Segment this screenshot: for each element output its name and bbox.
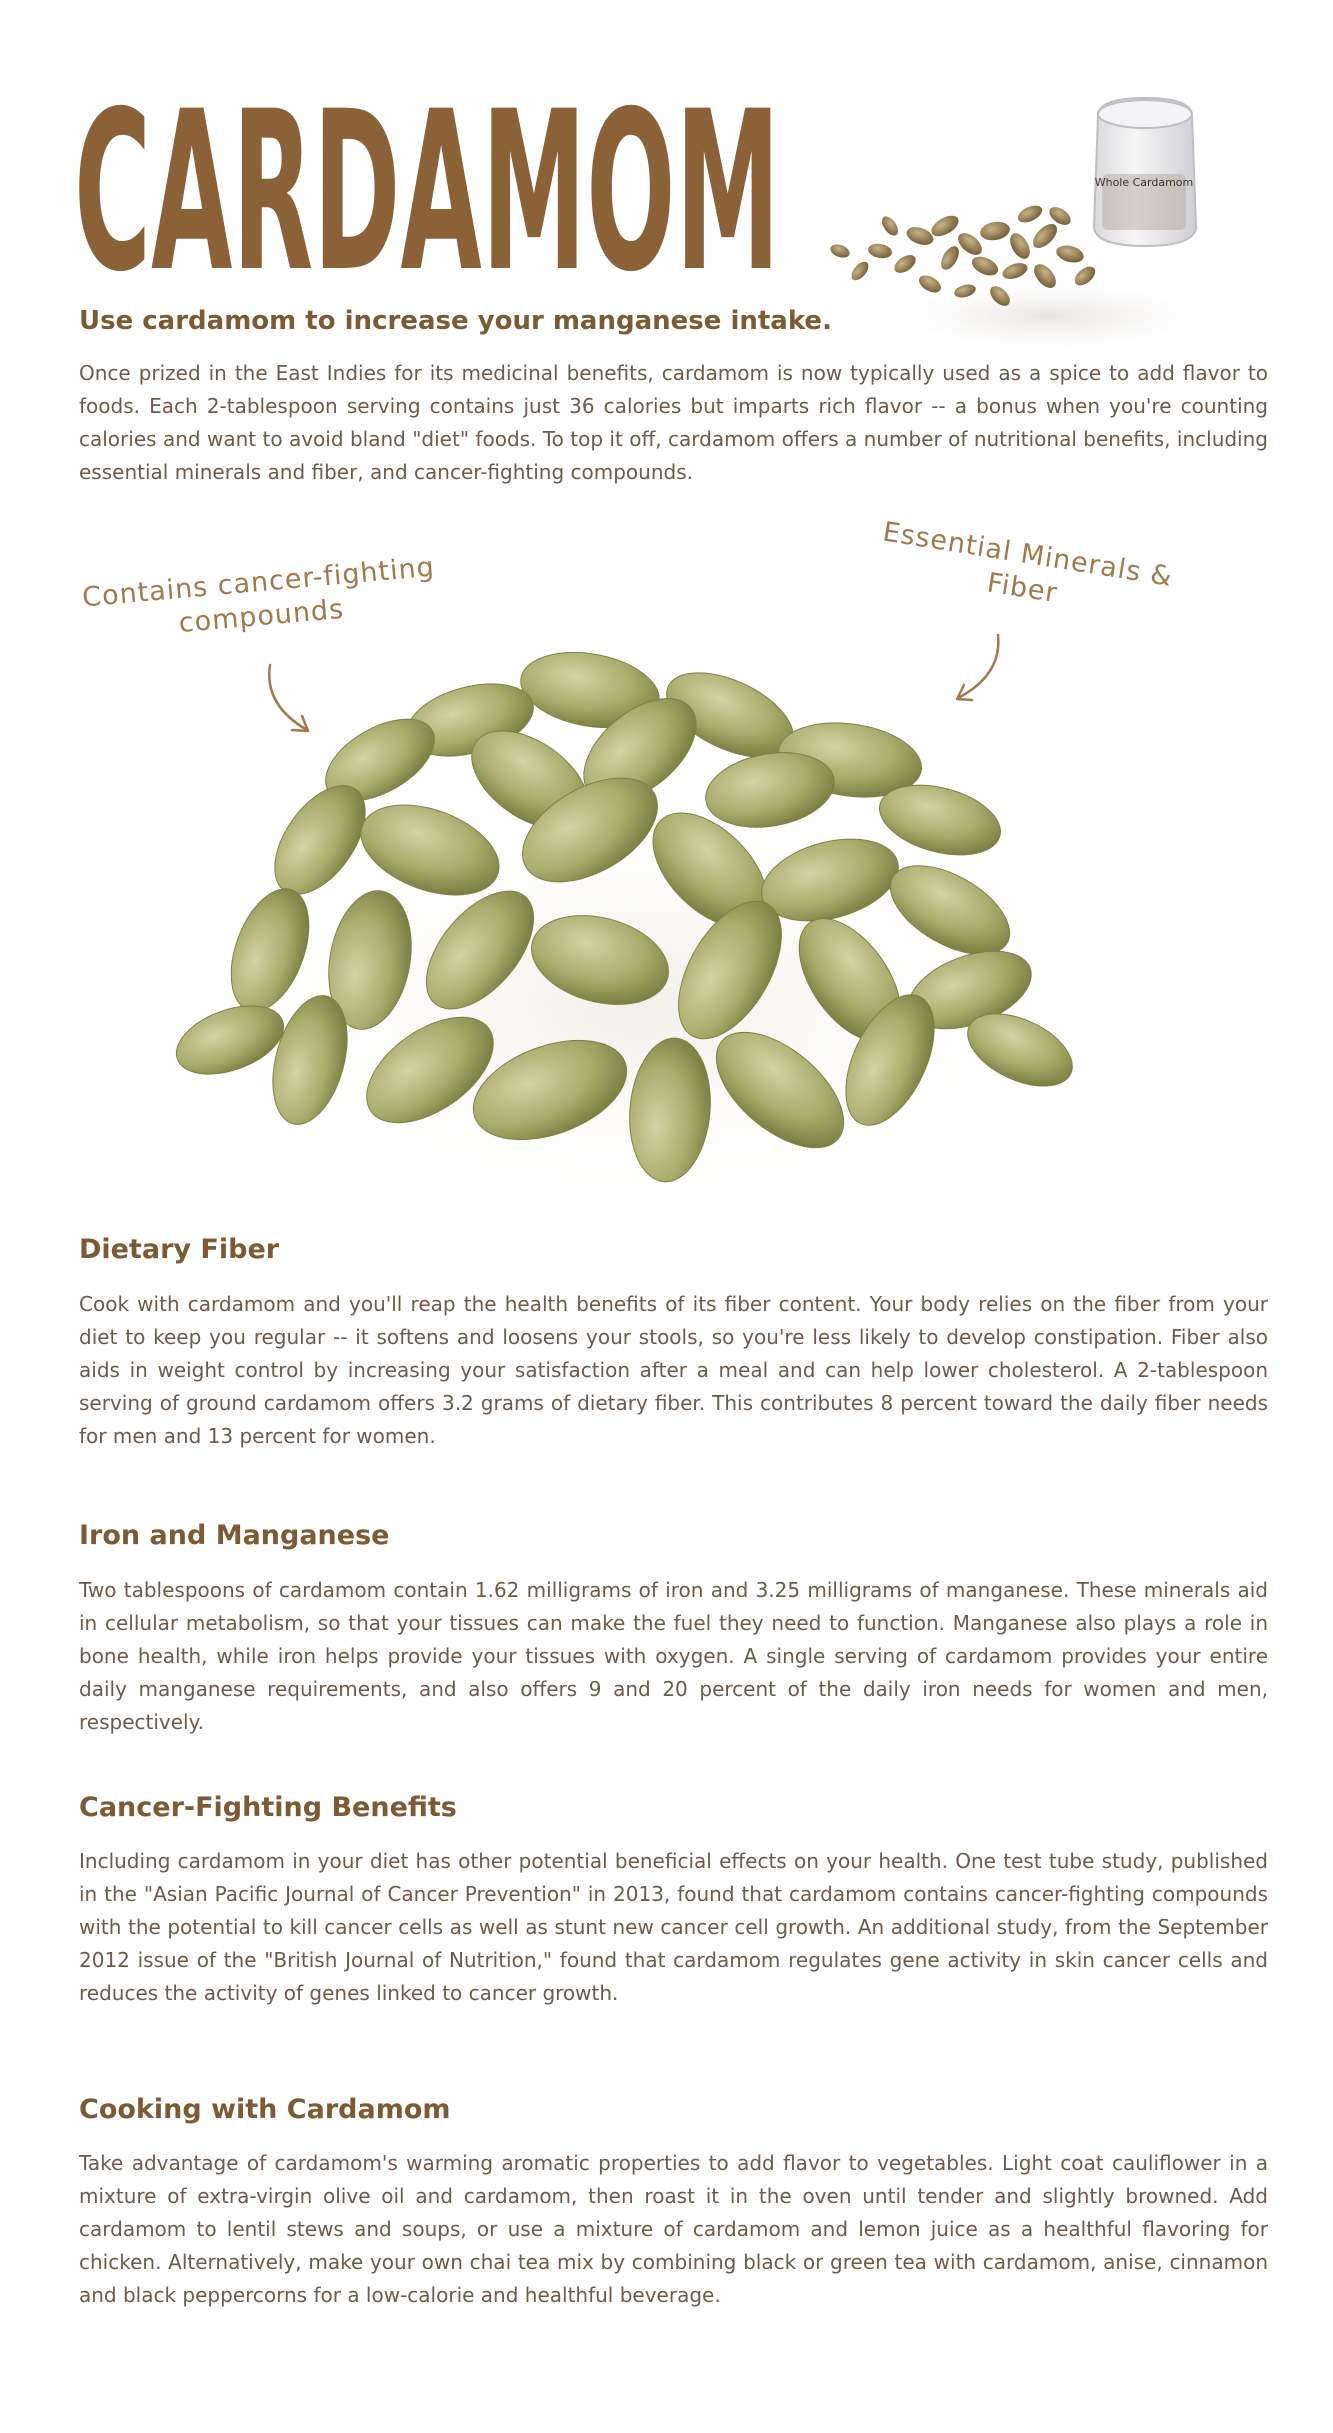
page-title [74,92,794,292]
cardamom-pods-photo [170,630,1160,1250]
page-title-text: CARDAMOM [74,92,780,292]
spice-jar [1094,98,1196,246]
heading-dietary-fiber: Dietary Fiber [79,1234,280,1265]
heading-cooking: Cooking with Cardamom [79,2094,451,2125]
paragraph-dietary-fiber: Cook with cardamom and you'll reap the health benefits of its fiber content. Your body relies on the fiber from your diet to keep you regular -- it softens and loosens your stools, so you're less likely to develop constipation. Fiber also aids in weight control by increasing your satisfaction after a meal and can help lower cholesterol. A 2-tablespoon serving of ground cardamom offers 3.2 grams of dietary fiber. This contributes 8 percent toward the daily fiber needs for men and 13 percent for women. [79,1292,1268,1448]
intro-paragraph: Once prized in the East Indies for its medicinal benefits, cardamom is now typically used as a spice to add flavor to foods. Each 2-tablespoon serving contains just 36 calories but imparts rich flavor -- a bonus when you're counting calories and want to avoid bland "diet" foods. To top it off, cardamom offers a number of nutritional benefits, including essential minerals and fiber, and cancer-fighting compounds. [79,361,1268,484]
callout-minerals-fiber: Essential Minerals & Fiber [880,516,1175,610]
callout-cancer-fighting: Contains cancer-fighting compounds [81,551,436,640]
heading-iron-manganese: Iron and Manganese [79,1520,390,1551]
paragraph-cancer-fighting: Including cardamom in your diet has other potential beneficial effects on your health. One test tube study, published in the "Asian Pacific Journal of Cancer Prevention" in 2013, found that cardamom contains cancer-fighting compounds with the potential to kill cancer cells as well as stunt new cancer cell growth. An additional study, from the September 2012 issue of the "British Journal of Nutrition," found that cardamom regulates gene activity in skin cancer cells and reduces the activity of genes linked to cancer growth. [79,1849,1268,2005]
paragraph-iron-manganese: Two tablespoons of cardamom contain 1.62 milligrams of iron and 3.25 milligrams of manganese. These minerals aid in cellular metabolism, so that your tissues can make the fuel they need to function. Manganese also plays a role in bone health, while iron helps provide your tissues with oxygen. A single serving of cardamom provides your entire daily manganese requirements, and also offers 9 and 20 percent of the daily iron needs for women and men, respectively. [79,1578,1268,1734]
subtitle: Use cardamom to increase your manganese intake. [79,306,832,336]
heading-cancer-fighting: Cancer-Fighting Benefits [79,1792,457,1823]
jar-photo [800,86,1240,356]
paragraph-cooking: Take advantage of cardamom's warming aromatic properties to add flavor to vegetables. Light coat cauliflower in a mixture of extra-virgin olive oil and cardamom, then roast it in the oven until tender and slightly browned. Add cardamom to lentil stews and soups, or use a mixture of cardamom and lemon juice as a healthful flavoring for chicken. Alternatively, make your own chai tea mix by combining black or green tea with cardamom, anise, cinnamon and black peppercorns for a low-calorie and healthful beverage. [79,2151,1268,2307]
jar-label: Whole Cardamom [1094,176,1194,189]
